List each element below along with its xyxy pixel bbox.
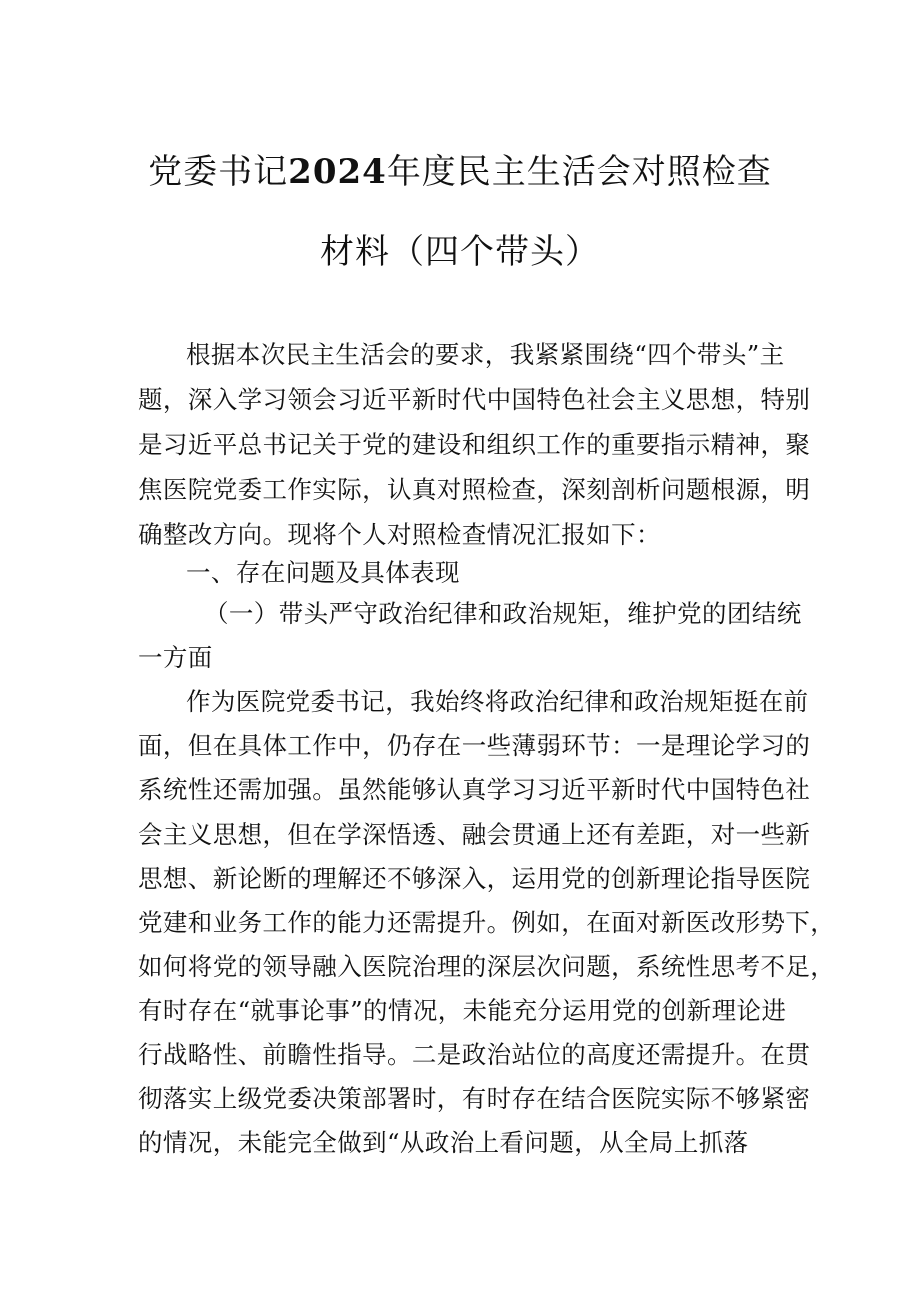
body-line: 有时存在“就事论事”的情况，未能充分运用党的创新理论进 xyxy=(138,996,787,1025)
document-title-line-1: 党委书记2024年度民主生活会对照检查 xyxy=(148,152,772,192)
subsection-heading-continuation: 一方面 xyxy=(138,643,213,672)
body-line: 面，但在具体工作中，仍存在一些薄弱环节：一是理论学习的 xyxy=(138,731,811,760)
body-line: 作为医院党委书记，我始终将政治纪律和政治规矩挺在前 xyxy=(186,687,809,716)
body-line: 如何将党的领导融入医院治理的深层次问题，系统性思考不足， xyxy=(138,952,836,981)
body-line: 根据本次民主生活会的要求，我紧紧围绕“四个带头”主 xyxy=(186,340,785,369)
body-line: 焦医院党委工作实际，认真对照检查，深刻剖析问题根源，明 xyxy=(138,475,811,504)
body-line: 确整改方向。现将个人对照检查情况汇报如下： xyxy=(138,520,661,549)
body-line: 思想、新论断的理解还不够深入，运用党的创新理论指导医院 xyxy=(138,864,811,893)
body-line: 系统性还需加强。虽然能够认真学习习近平新时代中国特色社 xyxy=(138,775,811,804)
body-line: 党建和业务工作的能力还需提升。例如，在面对新医改形势下， xyxy=(138,908,836,937)
document-title-line-2: 材料（四个带头） xyxy=(320,232,600,272)
body-line: 的情况，未能完全做到“从政治上看问题，从全局上抓落 xyxy=(138,1128,749,1157)
section-heading: 一、存在问题及具体表现 xyxy=(186,558,460,587)
body-line: 题，深入学习领会习近平新时代中国特色社会主义思想，特别 xyxy=(138,385,811,414)
subsection-heading: （一）带头严守政治纪律和政治规矩，维护党的团结统 xyxy=(204,599,802,628)
body-line: 彻落实上级党委决策部署时，有时存在结合医院实际不够紧密 xyxy=(138,1084,811,1113)
body-line: 行战略性、前瞻性指导。二是政治站位的高度还需提升。在贯 xyxy=(138,1040,811,1069)
body-line: 是习近平总书记关于党的建设和组织工作的重要指示精神，聚 xyxy=(138,430,811,459)
body-line: 会主义思想，但在学深悟透、融会贯通上还有差距，对一些新 xyxy=(138,820,811,849)
